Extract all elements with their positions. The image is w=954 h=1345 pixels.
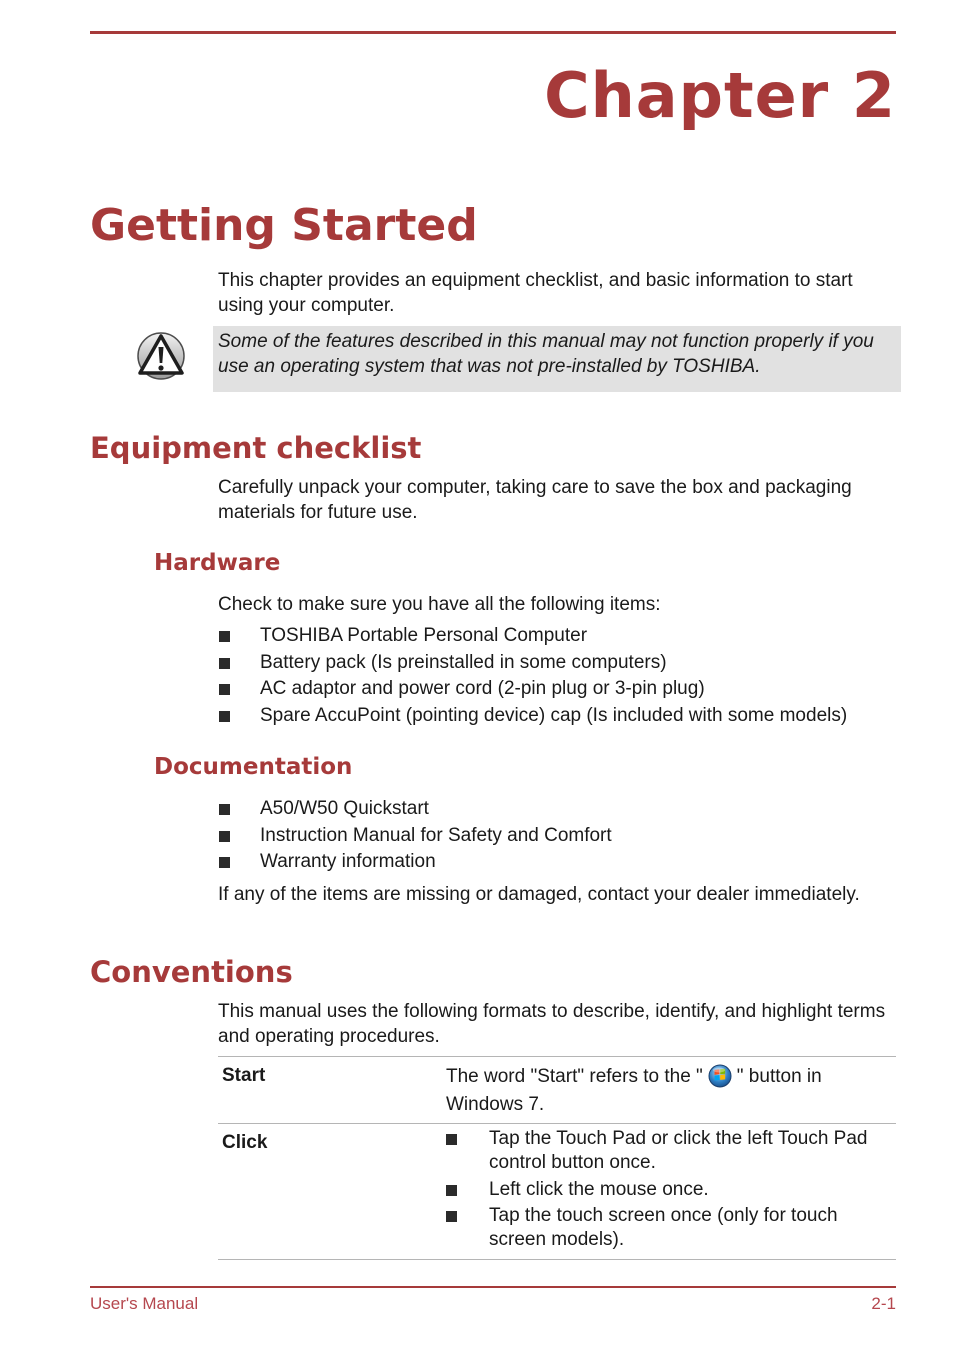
- desc-text: The word "Start" refers to the ": [446, 1066, 703, 1087]
- top-rule: [90, 31, 896, 34]
- chapter-title: Getting Started: [90, 200, 478, 251]
- warning-icon: [136, 329, 186, 381]
- list-item: Tap the Touch Pad or click the left Touch Pad control button once.: [446, 1127, 894, 1175]
- term-start: Start: [222, 1065, 266, 1086]
- list-item: Tap the touch screen once (only for touch screen models).: [446, 1204, 894, 1252]
- equipment-intro: Carefully unpack your computer, taking care to save the box and packaging materials for future use.: [218, 477, 852, 523]
- list-item: TOSHIBA Portable Personal Computer: [218, 623, 847, 650]
- list-item: Left click the mouse once.: [446, 1178, 894, 1202]
- footer-manual-title: User's Manual: [90, 1294, 199, 1313]
- documentation-outro: If any of the items are missing or damaged, contact your dealer immediately.: [218, 884, 860, 905]
- chapter-number: Chapter 2: [544, 59, 896, 132]
- conventions-intro: This manual uses the following formats to describe, identify, and highlight terms and operating procedures.: [218, 1001, 886, 1047]
- term-click-list: [446, 1127, 894, 1255]
- windows-start-icon: [708, 1064, 732, 1088]
- desc-text: " button in Windows 7.: [446, 1066, 822, 1115]
- documentation-heading: Documentation: [154, 754, 353, 780]
- list-item: Spare AccuPoint (pointing device) cap (Is included with some models): [218, 703, 847, 730]
- chapter-intro: This chapter provides an equipment checklist, and basic information to start using your computer.: [218, 270, 853, 316]
- note-box: [213, 326, 901, 392]
- list-item: Instruction Manual for Safety and Comfort: [218, 823, 612, 850]
- equipment-checklist-heading: Equipment checklist: [90, 431, 422, 465]
- table-row: [218, 1123, 896, 1260]
- term-click: Click: [222, 1132, 268, 1153]
- hardware-heading: Hardware: [154, 550, 281, 576]
- hardware-list: [218, 623, 847, 730]
- conventions-heading: Conventions: [90, 955, 293, 989]
- documentation-list: [218, 796, 612, 876]
- hardware-intro: Check to make sure you have all the following items:: [218, 594, 661, 615]
- list-item: Warranty information: [218, 849, 612, 876]
- conventions-table: [218, 1056, 896, 1260]
- page-number: 2-1: [871, 1294, 896, 1313]
- footer-rule: [90, 1286, 896, 1288]
- list-item: AC adaptor and power cord (2-pin plug or 3-pin plug): [218, 676, 847, 703]
- note-text: Some of the features described in this manual may not function properly if you use an operating system that was not pre-installed by TOSHIBA.: [218, 331, 874, 377]
- list-item: Battery pack (Is preinstalled in some computers): [218, 650, 847, 677]
- term-start-description: [446, 1063, 891, 1119]
- list-item: A50/W50 Quickstart: [218, 796, 612, 823]
- table-row: [218, 1056, 896, 1123]
